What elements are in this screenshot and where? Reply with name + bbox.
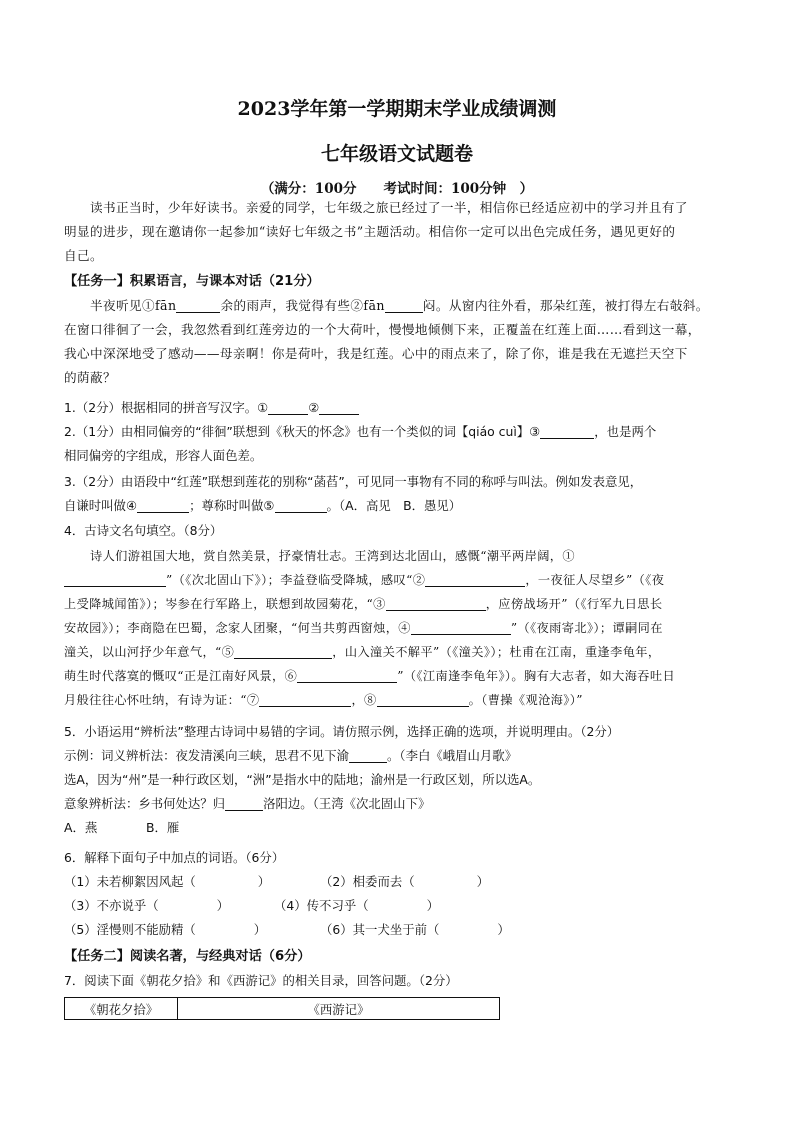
question-1: 1.（2分）根据相同的拼音写汉字。① ② (64, 396, 732, 420)
blank-2[interactable] (385, 297, 423, 313)
task1-heading: 【任务一】积累语言，与课本对话（21分） (64, 274, 320, 289)
intro-paragraph: 读书正当时，少年好读书。亲爱的同学，七年级之旅已经过了一半，相信你已经适应初中的学习并且有了 明显的进步，现在邀请你一起参加“读好七年级之书”主题活动。相信你一定可以出色完成任务，遇见更好的 自己。 (64, 200, 688, 263)
exam-subtitle: 七年级语文试题卷 (320, 143, 473, 165)
question-5: 5．小语运用“辨析法”整理古诗词中易错的字词。请仿照示例，选择正确的选项，并说明理由。（2分） 示例：词义辨析法：夜发清溪向三峡，思君不见下渝 。（李白《峨眉山月歌》 选A，因为“州”是一种行政区划，“洲”是指水中的陆地；渝州是一行政区划，所以选A。 意象辨析法：乡书何处达？归 洛阳边。（王湾《次北固山下》 A．燕 B．雁 (64, 720, 732, 840)
catalog-table (64, 997, 500, 1020)
answer-blank[interactable] (64, 571, 166, 587)
answer-blank[interactable] (234, 643, 332, 659)
answer-blank[interactable] (540, 423, 594, 439)
answer-blank[interactable] (297, 667, 397, 683)
answer-blank[interactable] (137, 497, 189, 513)
task1-passage: 半夜听见①fān 余的雨声，我觉得有些②fān 闷。从窗内往外看，那朵红莲，被打得左右敧斜。 在窗口徘徊了一会，我忽然看到红莲旁边的一个大荷叶，慢慢地倾侧下来，正覆盖在红莲上面……看到这一幕， 我心中深深地受了感动——母亲啊！你是荷叶，我是红莲。心中的雨点来了，除了你，谁是我在无遮拦天空下 的荫蔽？ (64, 298, 709, 385)
question-3: 3.（2分）由语段中“红莲”联想到莲花的别称“菡萏”，可见同一事物有不同的称呼与叫法。例如发表意见， 自谦时叫做④ ；尊称时叫做⑤ 。（A．高见 B．愚见） (64, 474, 643, 513)
blank-1[interactable] (176, 297, 220, 313)
answer-blank[interactable] (411, 619, 511, 635)
question-4-head: 4．古诗文名句填空。（8分） (64, 523, 223, 538)
answer-blank[interactable] (225, 795, 263, 811)
question-7: 7．阅读下面《朝花夕拾》和《西游记》的相关目录，回答问题。（2分） (64, 973, 458, 988)
task2-heading: 【任务二】阅读名著，与经典对话（6分） (64, 949, 311, 964)
table-header-xiyou: 《西游记》 (178, 998, 500, 1020)
answer-blank[interactable] (259, 691, 351, 707)
answer-blank[interactable] (275, 497, 327, 513)
question-2: 2.（1分）由相同偏旁的“徘徊”联想到《秋天的怀念》也有一个类似的词【qiáo cuì】③ ，也是两个 相同偏旁的字组成，形容人面色差。 (64, 424, 657, 463)
answer-blank[interactable] (268, 399, 308, 415)
answer-blank[interactable] (319, 399, 359, 415)
answer-blank[interactable] (349, 747, 387, 763)
answer-blank[interactable] (386, 595, 486, 611)
option-b[interactable]: B．雁 (146, 820, 180, 835)
exam-meta: （满分：100分 考试时间：100分钟 ） (260, 181, 534, 197)
exam-title: 2023学年第一学期期末学业成绩调测 (237, 98, 557, 120)
table-header-zhaohua: 《朝花夕拾》 (65, 998, 178, 1020)
answer-blank[interactable] (425, 571, 525, 587)
question-4-body: 诗人们游祖国大地，赏自然美景，抒豪情壮志。王湾到达北固山，感慨“潮平两岸阔，① ”（《次北固山下》）；李益登临受降城，感叹“② ，一夜征人尽望乡”（《夜 上受降城闻笛》）；岑参在行军路上，联想到故园菊花，“③ ，应傍战场开”（《行军九日思长 安故园》）；李商隐在巴蜀，念家人团聚，“何当共剪西窗烛，④ ”（《夜雨寄北》）；谭嗣同在 潼关，以山河抒少年意气，“⑤ ，山入潼关不解平”（《潼关》）；杜甫在江南，重逢李龟年， 萌生时代落寞的慨叹“正是江南好风景，⑥ ”（《江南逢李龟年》）。胸有大志者，如大海吞吐日 月般往往心怀吐纳，有诗为证：“⑦ ，⑧ 。（曹操《观沧海》）” (64, 549, 676, 707)
question-6: 6．解释下面句子中加点的词语。（6分） （1）未若柳絮因风起（ ） （2）相委而去（ ） （3）不亦说乎（ ） （4）传不习乎（ ） （5）淫慢则不能励精（ ） （6）其一犬坐于前（ ） (64, 850, 510, 937)
answer-blank[interactable] (377, 691, 469, 707)
option-a[interactable]: A．燕 (64, 820, 98, 835)
